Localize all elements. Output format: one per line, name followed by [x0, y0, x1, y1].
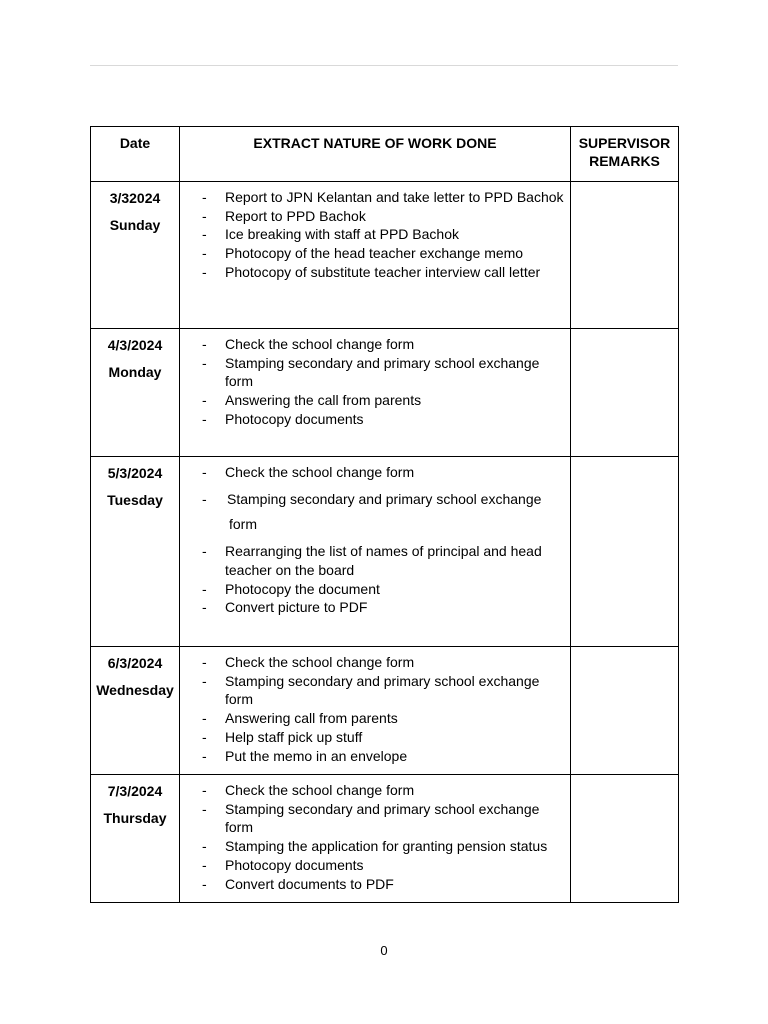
date-cell — [91, 647, 180, 775]
date-cell — [91, 329, 180, 457]
day-text: Thursday — [103, 810, 167, 826]
task-item: - Answering the call from parents — [180, 391, 570, 410]
table-row — [91, 647, 679, 775]
task-item: - Photocopy of the head teacher exchange memo — [180, 244, 570, 263]
task-item: - Check the school change form — [180, 463, 570, 482]
header-remarks — [571, 127, 679, 182]
task-item: - Stamping secondary and primary school exchange — [180, 490, 570, 509]
task-item: - Help staff pick up stuff — [180, 728, 570, 747]
task-item: - Photocopy the document — [180, 580, 570, 599]
task-item: - Check the school change form — [180, 653, 570, 672]
day-text: Wednesday — [96, 682, 174, 698]
table-row — [91, 329, 679, 457]
task-item: - Photocopy of substitute teacher interview call letter — [180, 263, 570, 282]
task-item: - Photocopy documents — [180, 410, 570, 429]
task-item: - Put the memo in an envelope — [180, 747, 570, 766]
header-rule — [90, 65, 678, 66]
task-item: - Rearranging the list of names of principal and head teacher on the board — [180, 542, 570, 579]
date-text: 6/3/2024 — [107, 655, 163, 671]
table-row — [91, 182, 679, 329]
header-remarks-line1: SUPERVISOR — [578, 135, 671, 151]
remarks-cell — [571, 182, 679, 329]
work-cell — [180, 329, 571, 457]
table-row — [91, 457, 679, 647]
page-number: 0 — [380, 943, 388, 958]
task-item: - Answering call from parents — [180, 709, 570, 728]
date-cell — [91, 182, 180, 329]
date-text: 5/3/2024 — [107, 465, 163, 481]
task-list — [180, 647, 570, 765]
work-cell — [180, 457, 571, 647]
work-cell — [180, 647, 571, 775]
task-item: - Check the school change form — [180, 781, 570, 800]
task-item: - Ice breaking with staff at PPD Bachok — [180, 225, 570, 244]
remarks-cell — [571, 647, 679, 775]
header-work: EXTRACT NATURE OF WORK DONE — [180, 127, 571, 182]
task-item: - Stamping secondary and primary school exchange form — [180, 800, 570, 837]
header-date: Date — [91, 127, 180, 182]
task-list — [180, 775, 570, 893]
task-item: - Stamping secondary and primary school exchange form — [180, 672, 570, 709]
task-item: - Convert picture to PDF — [180, 598, 570, 617]
date-text: 3/32024 — [109, 190, 161, 206]
task-list — [180, 182, 570, 282]
remarks-cell — [571, 775, 679, 903]
work-log-table — [90, 126, 679, 903]
task-item: - Photocopy documents — [180, 856, 570, 875]
task-item: - Convert documents to PDF — [180, 875, 570, 894]
table-row — [91, 775, 679, 903]
day-text: Sunday — [109, 217, 161, 233]
work-cell — [180, 775, 571, 903]
day-text: Monday — [108, 364, 162, 380]
date-cell — [91, 457, 180, 647]
date-cell — [91, 775, 180, 903]
task-item: - Report to PPD Bachok — [180, 207, 570, 226]
task-item: - Report to JPN Kelantan and take letter to PPD Bachok — [180, 188, 570, 207]
task-item: - Stamping the application for granting pension status — [180, 837, 570, 856]
header-remarks-line2: REMARKS — [589, 153, 660, 169]
table-header-row — [91, 127, 679, 182]
remarks-cell — [571, 329, 679, 457]
task-item: - Stamping secondary and primary school exchange form — [180, 354, 570, 391]
remarks-cell — [571, 457, 679, 647]
date-text: 7/3/2024 — [107, 783, 163, 799]
task-item-continuation: form — [229, 516, 257, 533]
work-cell — [180, 182, 571, 329]
day-text: Tuesday — [107, 492, 163, 508]
task-item: - Check the school change form — [180, 335, 570, 354]
task-list — [180, 457, 570, 617]
task-list — [180, 329, 570, 429]
date-text: 4/3/2024 — [107, 337, 163, 353]
